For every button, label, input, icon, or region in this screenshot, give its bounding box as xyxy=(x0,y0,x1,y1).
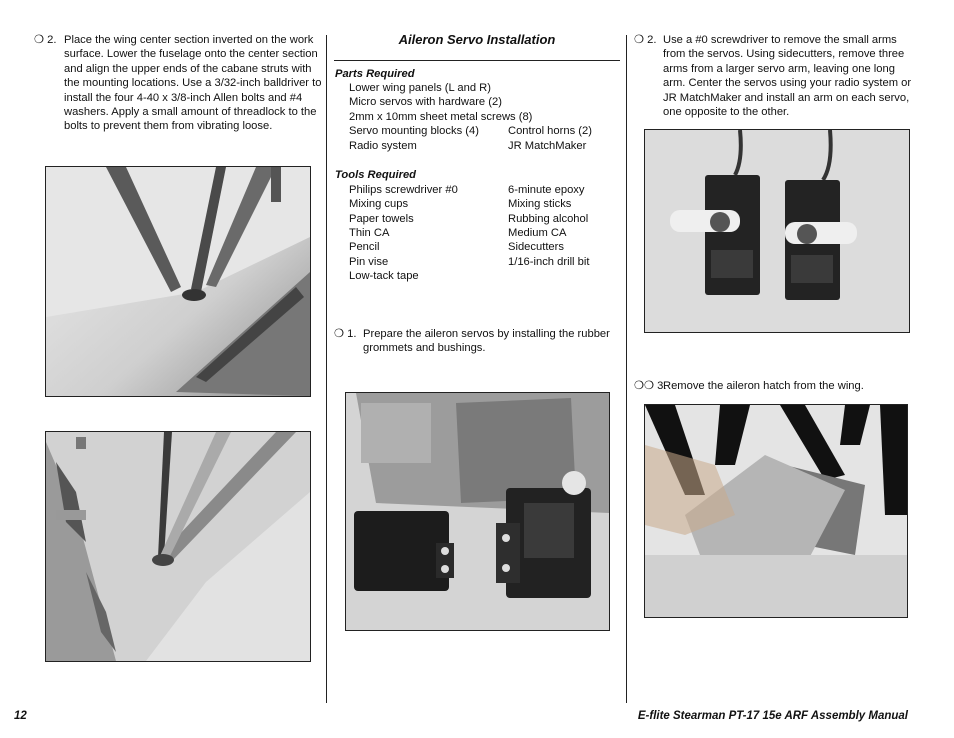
list-item: Mixing sticks xyxy=(508,198,572,210)
step-text: Place the wing center section inverted on the work surface. Lower the fuselage onto the center section and align the upper ends of the cabane struts with the mounting locations. Use a 3/32-inch balldriver to install the four 4-40 x 3/8-inch Allen bolts and #4 washers. Apply a small amount of threadlock to the bolts to prevent them from vibrating loose. xyxy=(64,34,322,133)
list-item: Medium CA xyxy=(508,227,567,239)
photo-servos-with-arms xyxy=(644,129,910,333)
step-text: Use a #0 screwdriver to remove the small arms from the servos. Using sidecutters, remove three arms from a larger servo arm, leaving one long arm. Center the servos using your radio system or JR MatchMaker and install an arm on each servo, one opposite to the other. xyxy=(663,34,912,119)
list-item: Micro servos with hardware (2) xyxy=(349,96,502,108)
list-item: Radio system xyxy=(349,140,417,152)
checkbox-marker: ❍❍ 3. xyxy=(634,380,667,392)
list-item: Sidecutters xyxy=(508,241,564,253)
list-item: Paper towels xyxy=(349,213,414,225)
photo-wing-center-strut-2 xyxy=(45,431,311,662)
checkbox-marker: ❍ 1. xyxy=(334,328,357,340)
col3-step-3 xyxy=(634,379,920,397)
section-title-rule xyxy=(334,60,620,61)
manual-title: E-flite Stearman PT-17 15e ARF Assembly Manual xyxy=(637,710,908,722)
list-item: Thin CA xyxy=(349,227,390,239)
list-item: Rubbing alcohol xyxy=(508,213,589,225)
col3-step-2 xyxy=(634,33,920,119)
column-divider-1 xyxy=(326,35,327,703)
photo-aileron-hatch-removal xyxy=(644,404,908,618)
list-item: 2mm x 10mm sheet metal screws (8) xyxy=(349,111,533,123)
step-text: Prepare the aileron servos by installing the rubber grommets and bushings. xyxy=(363,328,610,355)
step-text: Remove the aileron hatch from the wing. xyxy=(663,380,864,392)
checkbox-marker: ❍ 2. xyxy=(634,34,657,46)
column-divider-2 xyxy=(626,35,627,703)
list-item: 6-minute epoxy xyxy=(508,184,585,196)
list-item: JR MatchMaker xyxy=(508,140,587,152)
list-item: Lower wing panels (L and R) xyxy=(349,82,491,94)
photo-wing-center-strut-1 xyxy=(45,166,311,397)
photo-jr-sport-servos xyxy=(345,392,610,631)
section-title: Aileron Servo Installation xyxy=(398,32,556,47)
checkbox-marker: ❍ 2. xyxy=(34,34,57,46)
col2-step-1 xyxy=(334,327,620,359)
parts-required-title: Parts Required xyxy=(335,68,415,80)
list-item: 1/16-inch drill bit xyxy=(508,256,590,268)
list-item: Philips screwdriver #0 xyxy=(349,184,458,196)
list-item: Pin vise xyxy=(349,256,389,268)
list-item: Servo mounting blocks (4) xyxy=(349,125,479,137)
col1-step-2 xyxy=(34,33,324,133)
page-number: 12 xyxy=(14,710,27,722)
list-item: Mixing cups xyxy=(349,198,409,210)
list-item: Low-tack tape xyxy=(349,270,419,282)
list-item: Pencil xyxy=(349,241,380,253)
tools-required-title: Tools Required xyxy=(335,169,417,181)
list-item: Control horns (2) xyxy=(508,125,592,137)
